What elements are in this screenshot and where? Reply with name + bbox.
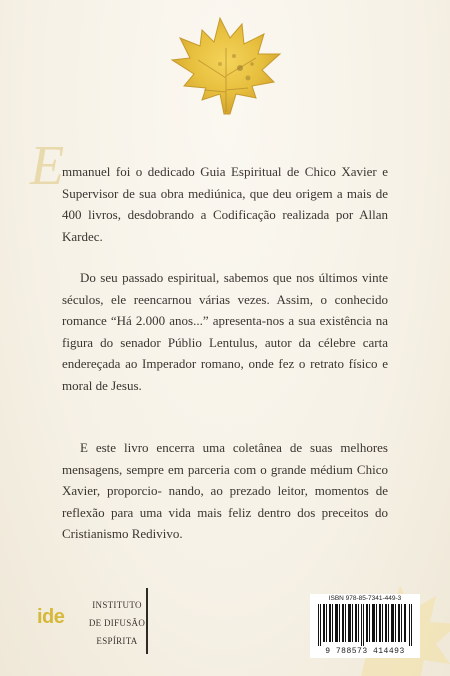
barcode-block	[310, 594, 420, 658]
publisher-line: ESPÍRITA	[96, 636, 138, 646]
paragraph-book: E este livro encerra uma coletânea de suas melhores mensagens, sempre em parceria com o grande médium Chico Xavier, proporcio- nando, ao prezado leitor, momentos de reflexão para uma vida mais feliz dentro dos preceitos do Cristianismo Redivivo.	[62, 440, 388, 541]
paragraph-intro: mmanuel foi o dedicado Guia Espiritual de Chico Xavier e Supervisor de sua obra mediúnica, que deu origem a mais de 400 livros, desdobrando a Codificação realizada por Allan Kardec.	[62, 164, 388, 244]
maple-leaf-icon	[150, 8, 300, 128]
publisher-line: DE DIFUSÃO	[88, 618, 146, 628]
barcode-icon	[316, 604, 416, 646]
isbn-label: ISBN 978-85-7341-449-3	[328, 595, 402, 602]
publisher-line: INSTITUTO	[92, 600, 142, 610]
publisher-name	[86, 596, 148, 650]
publisher-logo: ide	[37, 606, 65, 628]
drop-cap-letter: E	[30, 135, 65, 197]
barcode-digits: 9 788573 414493	[325, 647, 405, 656]
paragraph-past: Do seu passado espiritual, sabemos que nos últimos vinte séculos, ele reencarnou várias vezes. Assim, o conhecido romance “Há 2.000 anos...” apresenta-nos a sua existência na figura do senador Públio Lentulus, autor da célebre carta endereçada ao Imperador romano, onde fez o retrato físico e moral de Jesus.	[62, 270, 388, 393]
divider	[146, 588, 148, 654]
